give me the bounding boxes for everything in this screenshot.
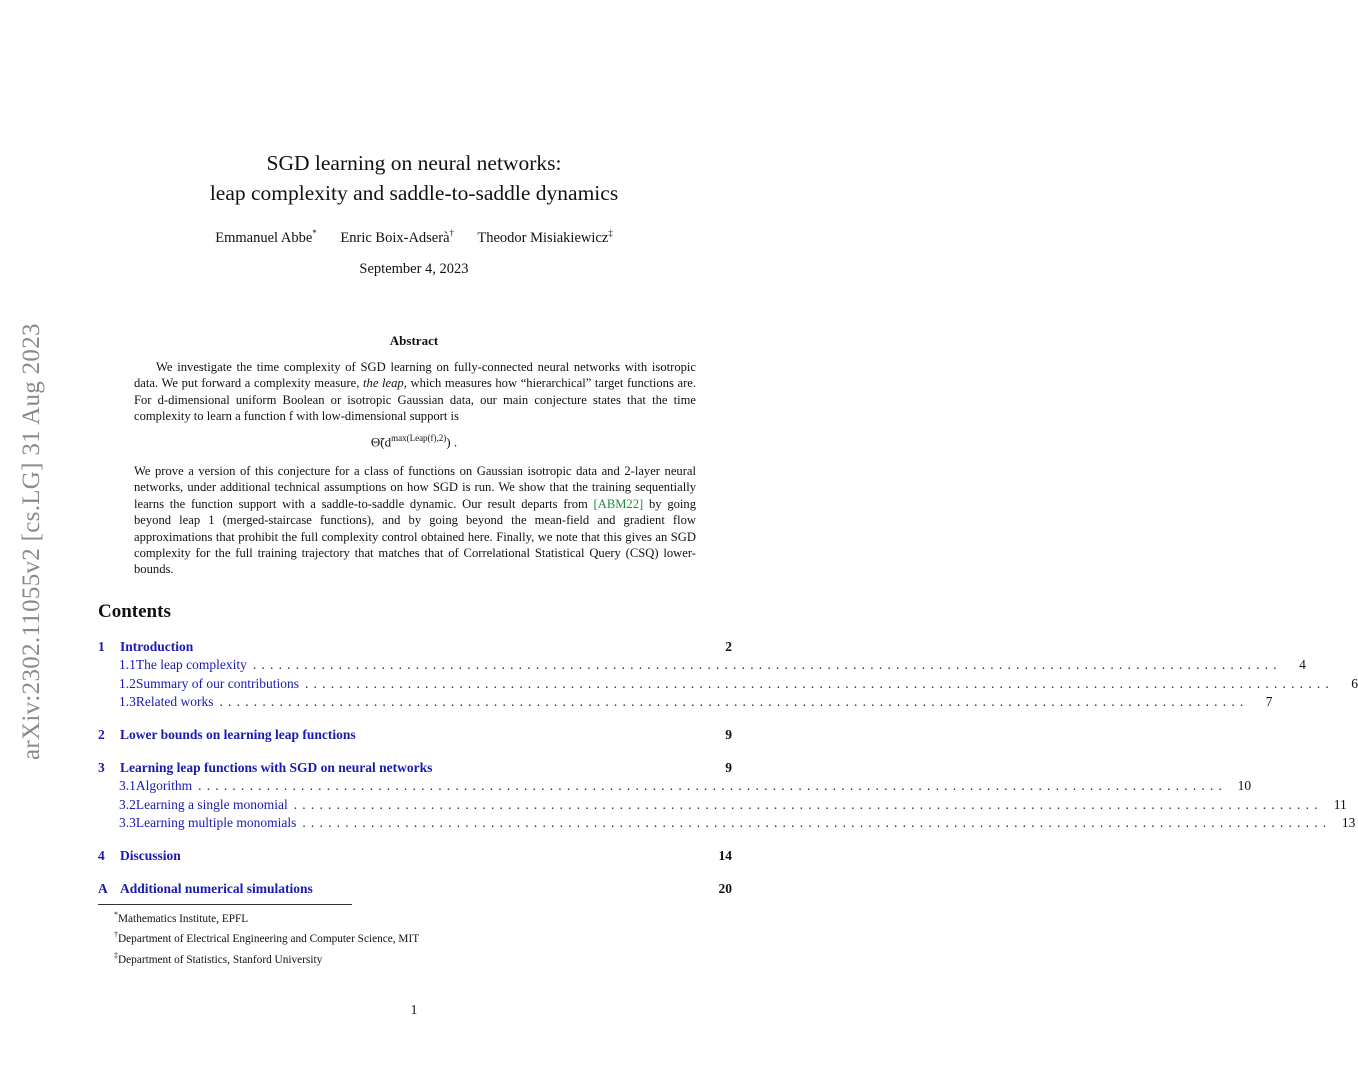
toc-subsection-entry[interactable] [98, 657, 1306, 675]
author-name: Enric Boix-Adserà [340, 229, 450, 246]
toc-section-entry[interactable] [98, 881, 732, 899]
toc-page-number: 2 [725, 639, 732, 654]
toc-page-number: 9 [725, 760, 732, 775]
toc-page-number: 11 [1333, 797, 1347, 812]
toc-page-number: 13 [1341, 815, 1356, 830]
abstract-heading: Abstract [389, 333, 439, 348]
toc-entry-number: A [98, 881, 108, 896]
toc-leader-dots: ........................................................................................................................ [198, 778, 1228, 793]
footnote: †Department of Electrical Engineering and Computer Science, MIT [114, 930, 420, 946]
toc-section-entry[interactable] [98, 639, 732, 657]
toc-entry-number: 2 [98, 727, 105, 742]
title-line-1: SGD learning on neural networks: [266, 151, 562, 175]
emphasis-the-leap: the leap [363, 376, 404, 391]
author-name: Theodor Misiakiewicz [477, 229, 609, 246]
toc-entry-number: 1.1 [119, 657, 136, 672]
toc-page-number: 9 [725, 727, 732, 742]
contents-heading: Contents [98, 601, 171, 622]
toc-page-number: 10 [1237, 778, 1252, 793]
toc-entry-number: 3 [98, 760, 105, 775]
footnote: ‡Department of Statistics, Stanford University [114, 950, 323, 966]
title-line-2: leap complexity and saddle-to-saddle dynamics [209, 181, 619, 205]
toc-entry-label[interactable]: Discussion [120, 848, 181, 863]
toc-entry-number: 3.2 [119, 797, 136, 812]
toc-leader-dots: ........................................................................................................................ [302, 815, 1332, 830]
toc-entry-label[interactable]: Learning a single monomial [135, 797, 288, 812]
toc-entry-number: 1.3 [119, 694, 136, 709]
paper-title [0, 148, 828, 208]
author-footnote-mark[interactable]: * [312, 228, 317, 238]
toc-entry-number: 1.2 [119, 676, 136, 691]
publication-date: September 4, 2023 [359, 261, 469, 277]
citation-link[interactable]: [ABM22] [593, 496, 644, 511]
arxiv-identifier-stamp: arXiv:2302.11055v2 [cs.LG] 31 Aug 2023 [18, 323, 45, 760]
toc-page-number: 6 [1351, 676, 1358, 691]
toc-entry-label[interactable]: Learning leap functions with SGD on neural networks [120, 760, 433, 775]
footnotes [114, 907, 419, 968]
author-name: Emmanuel Abbe [215, 229, 313, 246]
toc-entry-label[interactable]: Algorithm [135, 778, 193, 793]
toc-section-entry[interactable] [98, 848, 732, 866]
toc-entry-label[interactable]: Summary of our contributions [135, 676, 299, 691]
toc-page-number: 20 [718, 881, 732, 896]
toc-page-number: 4 [1299, 657, 1306, 672]
toc-leader-dots: ........................................................................................................................ [293, 797, 1323, 812]
toc-entry-number: 1 [98, 639, 105, 654]
author-footnote-mark[interactable]: ‡ [608, 228, 613, 238]
abstract-paragraph-1: We investigate the time complexity of SGD learning on fully-connected neural networks with isotropic data. We put forward a complexity measure, the leap, which measures how “hierarchical” target functions are. For d-dimensional uniform Boolean or isotropic Gaussian data, our main conjecture states that the time complexity to learn a function f with low-dimensional support is [134, 360, 697, 424]
toc-page-number: 14 [718, 848, 732, 863]
author-list [0, 228, 828, 247]
toc-leader-dots: ........................................................................................................................ [304, 676, 1334, 691]
toc-section-entry[interactable] [98, 727, 732, 745]
toc-leader-dots: ........................................................................................................................ [219, 694, 1249, 709]
toc-entry-number: 3.1 [119, 778, 136, 793]
toc-entry-label[interactable]: Related works [135, 694, 214, 709]
toc-subsection-entry[interactable] [98, 694, 1273, 712]
toc-subsection-entry[interactable] [98, 778, 1252, 796]
abstract-paragraph-2: We prove a version of this conjecture for a class of functions on Gaussian isotropic data and 2-layer neural networks, under additional technical assumptions on how SGD is run. We show that the training sequentially learns the function support with a saddle-to-saddle dynamic. Our result departs from [ABM22] by going beyond leap 1 (merged-staircase functions), and by going beyond the mean-field and gradient flow approximations that prohibit the full complexity control obtained here. Finally, we note that this gives an SGD complexity for the full training trajectory that matches that of Correlational Statistical Query (CSQ) lower-bounds. [134, 464, 696, 577]
toc-entry-number: 4 [98, 848, 105, 863]
toc-leader-dots: ........................................................................................................................ [252, 657, 1282, 672]
toc-section-entry[interactable] [98, 760, 732, 778]
toc-subsection-entry[interactable] [98, 676, 1358, 694]
toc-page-number: 7 [1265, 694, 1273, 709]
footnote-rule [98, 904, 352, 905]
complexity-formula: $\Thetã(d^{max(Leap(f),2)})$ . [370, 433, 458, 450]
toc-entry-label[interactable]: Introduction [120, 639, 194, 654]
toc-entry-label[interactable]: Additional numerical simulations [120, 881, 313, 896]
author-footnote-mark[interactable]: † [449, 228, 455, 238]
toc-subsection-entry[interactable] [98, 815, 1356, 833]
toc-entry-label[interactable]: Learning multiple monomials [135, 815, 297, 830]
toc-entry-number: 3.3 [119, 815, 136, 830]
page-number: 1 [410, 1002, 418, 1017]
toc-subsection-entry[interactable] [98, 797, 1347, 815]
toc-entry-label[interactable]: The leap complexity [135, 657, 247, 672]
toc-entry-label[interactable]: Lower bounds on learning leap functions [120, 727, 356, 742]
footnote: *Mathematics Institute, EPFL [114, 910, 249, 925]
